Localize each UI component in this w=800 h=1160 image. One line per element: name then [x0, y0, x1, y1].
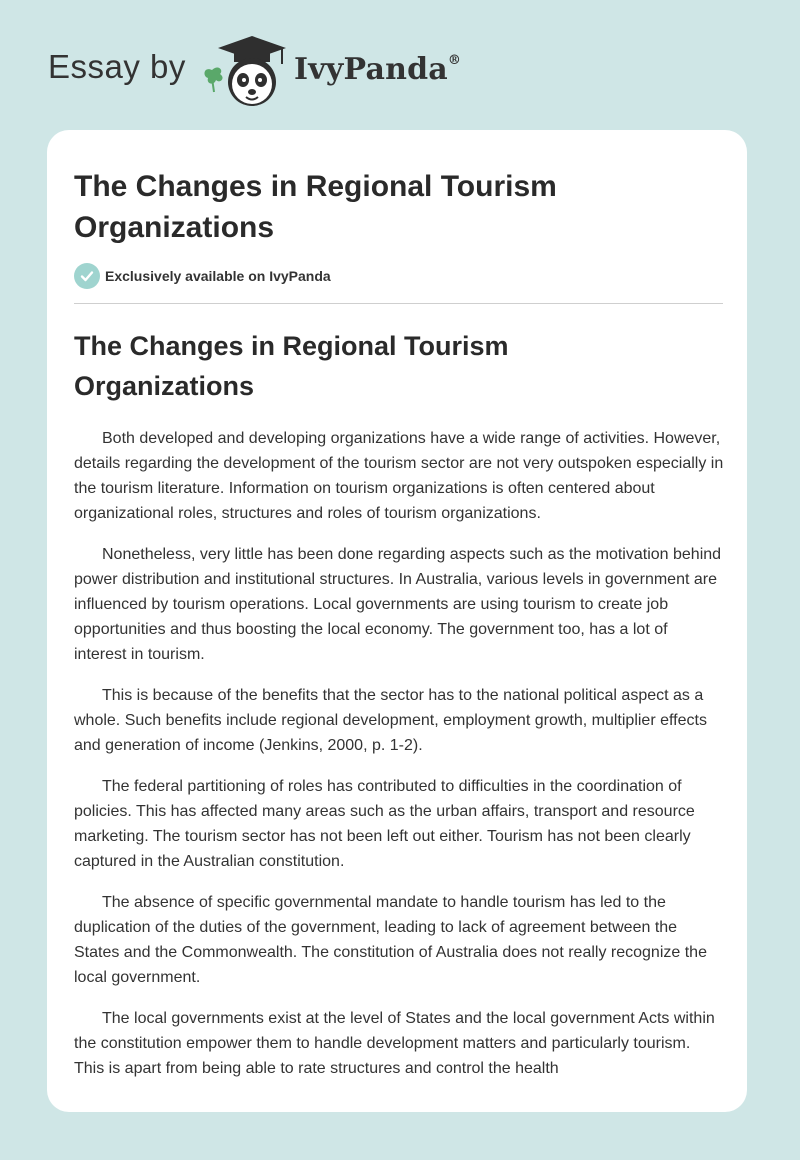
ivypanda-brand-name[interactable]: [294, 52, 461, 87]
ivypanda-logo-icon[interactable]: [198, 34, 290, 110]
paragraph: The local governments exist at the level of States and the local government Acts within the constitution empower them to handle development matters and particularly tourism. This is apart from being able to rate structures and control the health: [74, 1010, 715, 1077]
paragraph: This is because of the benefits that the sector has to the national political aspect as a whole. Such benefits include regional development, employment growth, multiplier effects and generation of income (Jenkins, 2000, p. 1-2).: [74, 687, 707, 754]
check-icon: [74, 263, 100, 289]
paragraph: The absence of specific governmental mandate to handle tourism has led to the duplication of the duties of the government, leading to lack of agreement between the States and the Commonwealth. The constitution of Australia does not really recognize the local government.: [74, 894, 707, 986]
paragraph: Both developed and developing organizations have a wide range of activities. However, details regarding the development of the tourism sector are not very outspoken especially in the tourism literature. Information on tourism organizations is often centered about organizational roles, structures and roles of tourism organizations.: [74, 430, 724, 522]
page-title: The Changes in Regional Tourism Organizations: [74, 170, 557, 244]
brand-text: IvyPanda: [294, 52, 448, 87]
essay-body: [74, 426, 724, 1097]
essay-card: [47, 130, 747, 1112]
paragraph: The federal partitioning of roles has contributed to difficulties in the coordination of policies. This has affected many areas such as the urban affairs, transport and resource marketing. The tourism sector has not been left out either. Tourism has not been clearly captured in the Australian constitution.: [74, 778, 695, 870]
divider: [74, 303, 723, 304]
paragraph: Nonetheless, very little has been done regarding aspects such as the motivation behind power distribution and institutional structures. In Australia, various levels in government are influenced by tourism operations. Local governments are using tourism to create job opportunities and thus boosting the local economy. The government too, has a lot of interest in tourism.: [74, 546, 722, 663]
essay-by-label: Essay by: [48, 48, 186, 85]
registered-mark: ®: [447, 53, 462, 68]
exclusive-badge: [74, 263, 331, 289]
site-header: [0, 0, 800, 130]
section-heading: The Changes in Regional Tourism Organizations: [74, 331, 509, 401]
exclusive-badge-label: Exclusively available on IvyPanda: [105, 268, 331, 284]
